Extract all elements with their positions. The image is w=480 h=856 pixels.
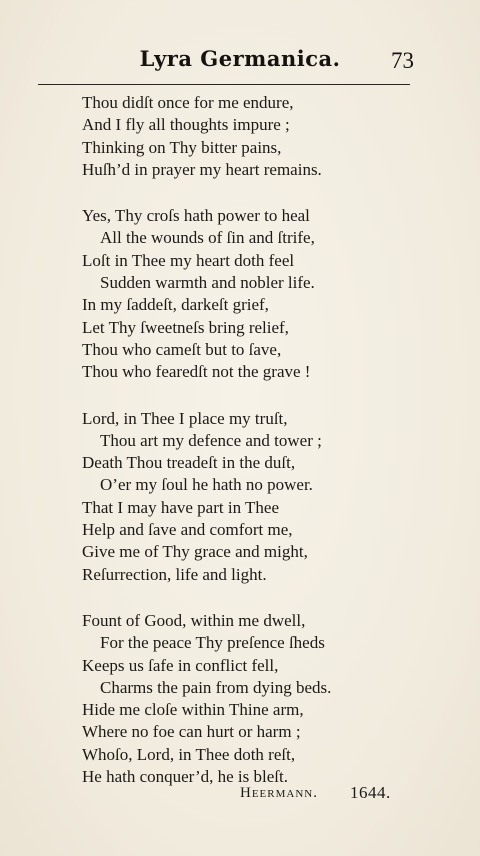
poem-line: Help and ſave and comfort me, xyxy=(82,520,293,540)
stanza xyxy=(82,205,412,383)
poem-line: All the wounds of ſin and ſtrife, xyxy=(100,228,315,248)
running-title: Lyra Germanica. xyxy=(139,46,341,71)
stanza xyxy=(82,92,412,181)
poem-line: He hath conquer’d, he is bleſt. xyxy=(82,767,288,787)
poem-line: Thinking on Thy bitter pains, xyxy=(82,137,282,157)
poem-body xyxy=(82,92,412,812)
poem-line: Loſt in Thee my heart doth feel xyxy=(82,250,295,270)
poem-line: Lord, in Thee I place my truſt, xyxy=(82,408,288,428)
poem-line: And I fly all thoughts impure ; xyxy=(82,115,290,135)
poem-line: Yes, Thy croſs hath power to heal xyxy=(82,206,310,226)
poem-line: That I may have part in Thee xyxy=(82,497,279,517)
poem-line: Fount of Good, within me dwell, xyxy=(82,610,306,630)
poem-line: Sudden warmth and nobler life. xyxy=(100,273,315,293)
poem-line: For the peace Thy preſence ſheds xyxy=(100,633,325,653)
poem-line: Where no foe can hurt or harm ; xyxy=(82,722,301,742)
poem-line: Keeps us ſafe in conflict fell, xyxy=(82,655,279,675)
poem-line: Let Thy ſweetneſs bring relief, xyxy=(82,317,289,337)
poem-line: Thou art my defence and tower ; xyxy=(100,430,322,450)
poem-line: Hide me cloſe within Thine arm, xyxy=(82,700,304,720)
poem-line: Charms the pain from dying beds. xyxy=(100,677,332,697)
poem-line: Death Thou treadeſt in the duſt, xyxy=(82,453,296,473)
poem-line: Whoſo, Lord, in Thee doth reſt, xyxy=(82,744,296,764)
header-rule xyxy=(38,84,410,85)
stanza xyxy=(82,610,412,788)
poem-line: Give me of Thy grace and might, xyxy=(82,542,308,562)
poem-line: O’er my ſoul he hath no power. xyxy=(100,475,313,495)
poem-line: Thou didſt once for me endure, xyxy=(82,93,294,112)
signature xyxy=(240,783,400,807)
poem-line: Huſh’d in prayer my heart remains. xyxy=(82,159,322,179)
author-name: Heermann. xyxy=(240,785,318,801)
year: 1644. xyxy=(350,783,391,802)
poem-line: Reſurrection, life and light. xyxy=(82,564,267,584)
poem-line: Thou who cameſt but to ſave, xyxy=(82,339,282,359)
stanza xyxy=(82,408,412,586)
poem-line: Thou who fearedſt not the grave ! xyxy=(82,362,311,382)
page-header xyxy=(40,44,440,80)
poem-line: In my ſaddeſt, darkeſt grief, xyxy=(82,295,269,315)
page-number: 73 xyxy=(391,48,414,73)
